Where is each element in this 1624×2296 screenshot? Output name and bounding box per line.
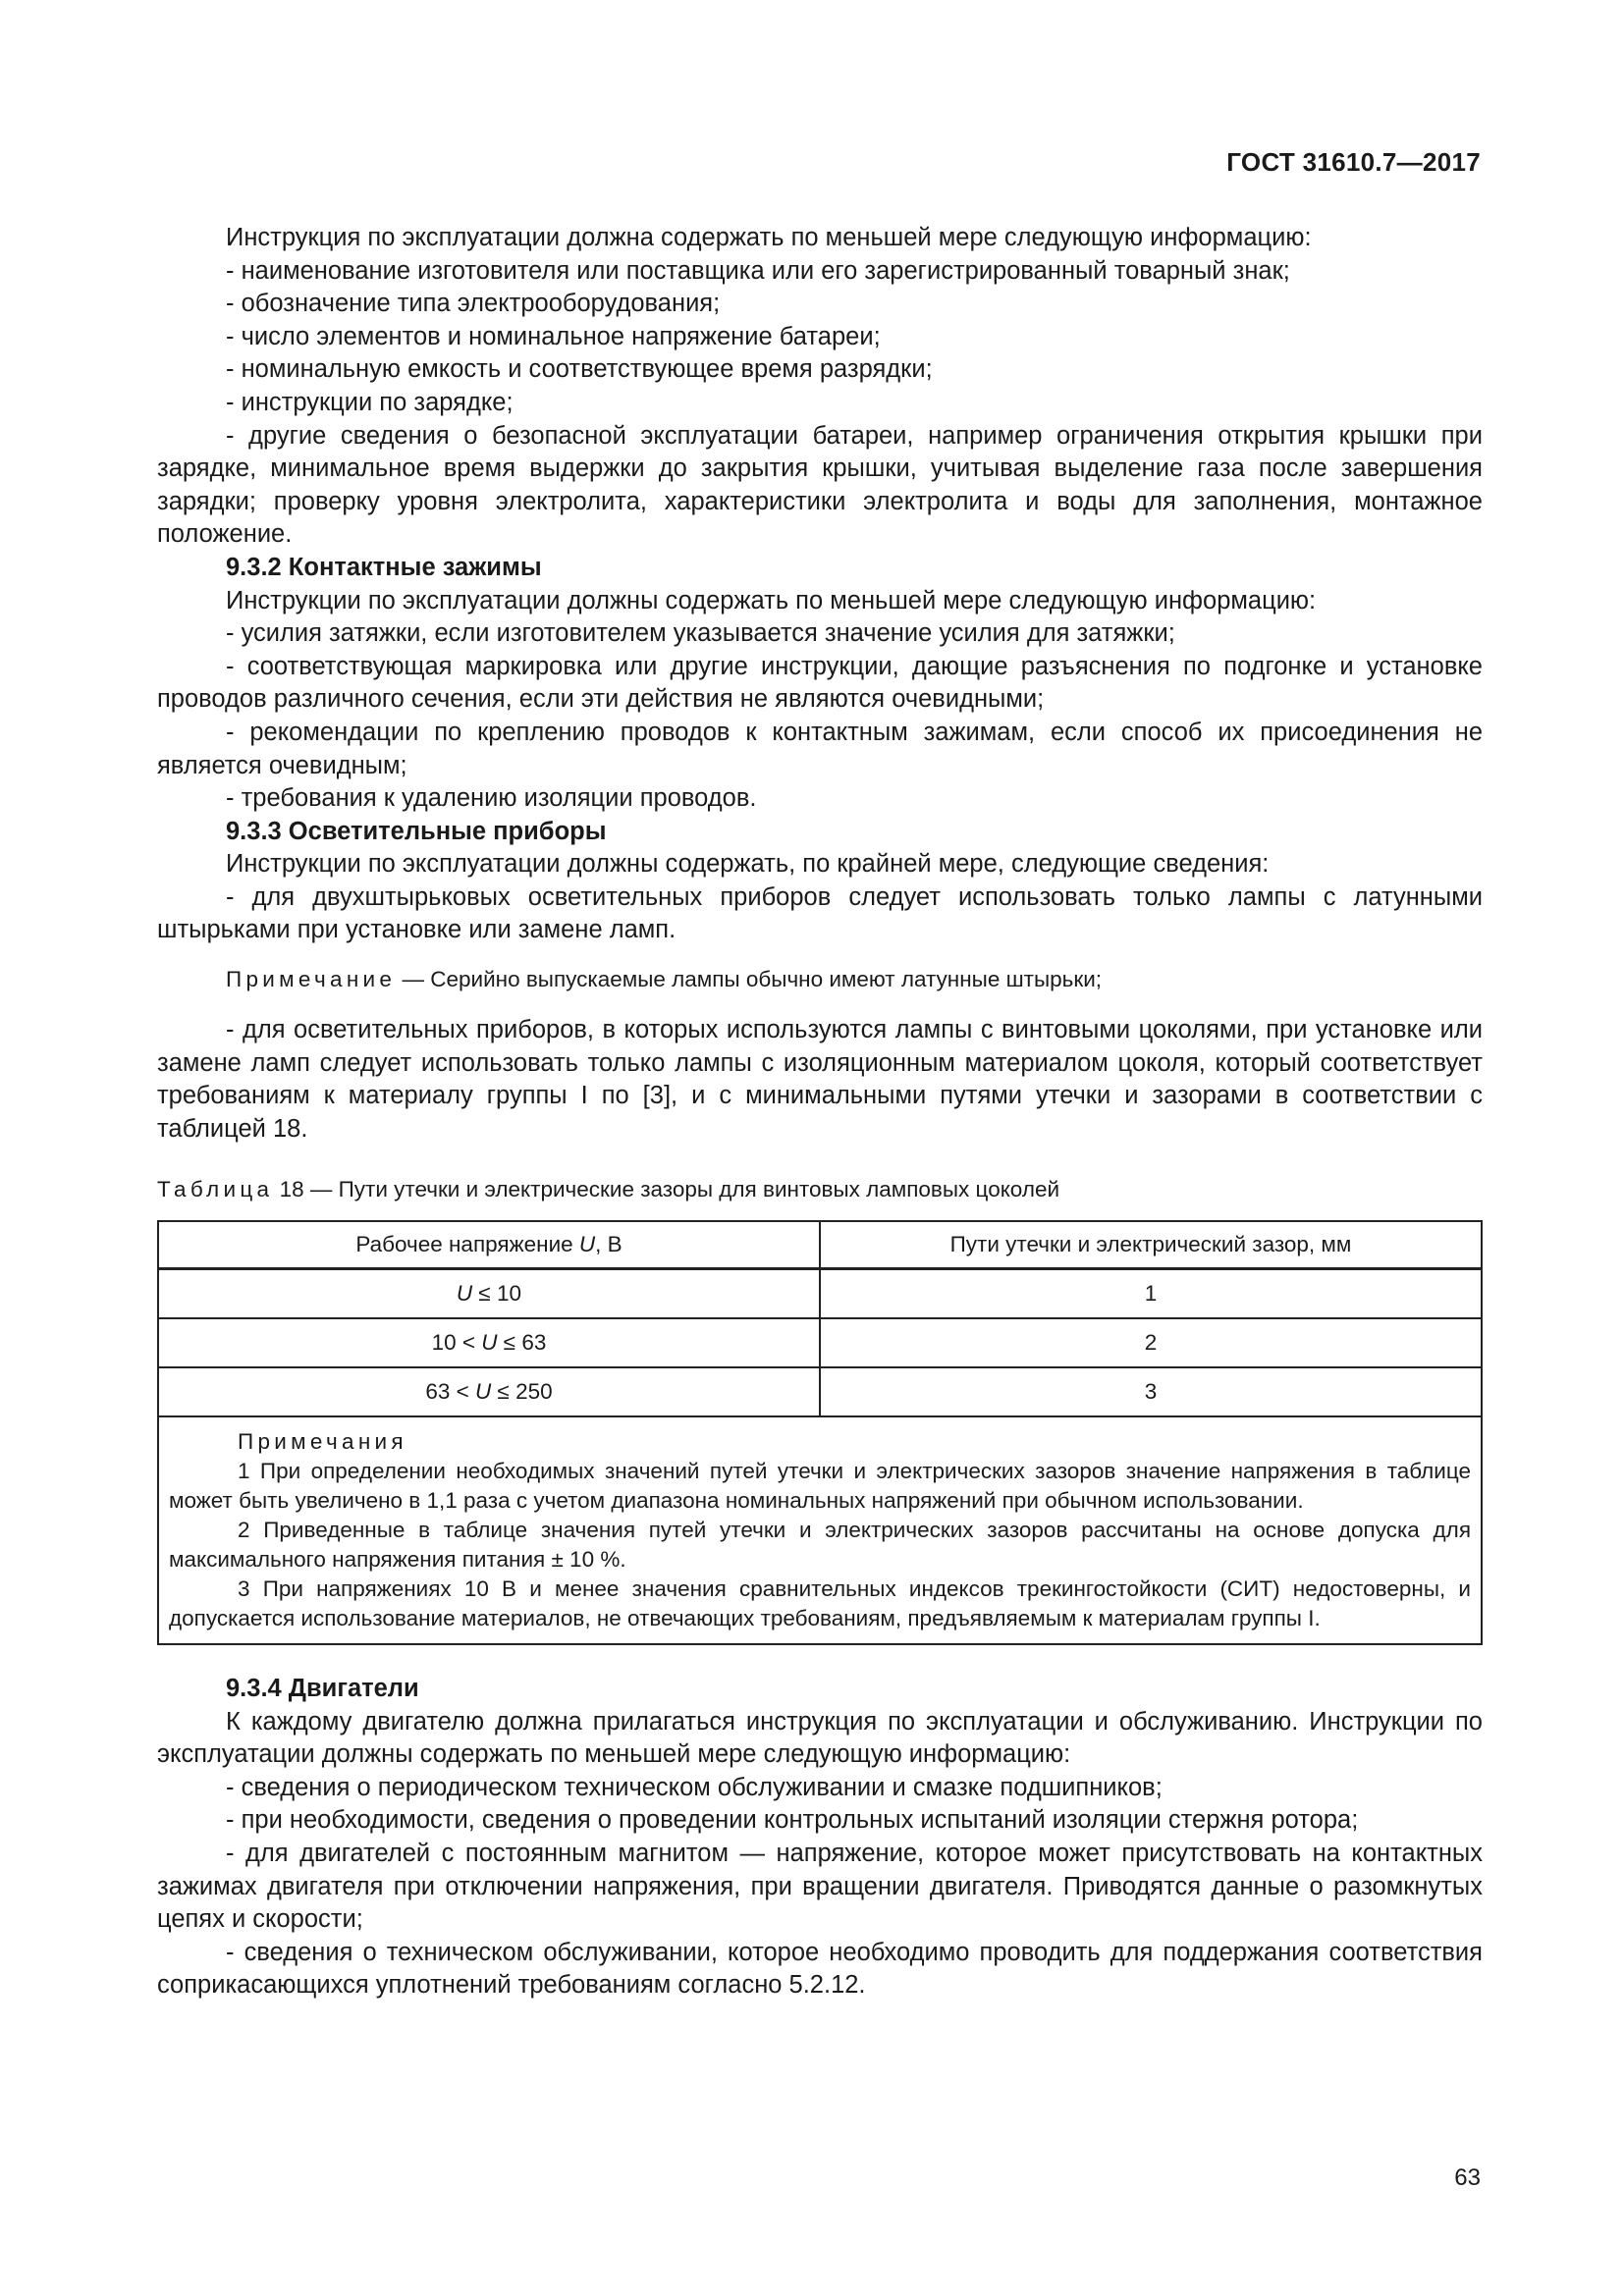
table-notes-title: Примечания [238, 1429, 407, 1455]
intro-line: - наименование изготовителя или поставщика или его зарегистрированный товарный знак; [226, 256, 1290, 285]
s932-line: - усилия затяжки, если изготовителем указывается значение усилия для затяжки; [226, 619, 1175, 648]
section-9-3-4 [157, 1673, 1483, 2002]
table-notes [157, 1417, 1483, 1645]
s933-note [157, 965, 1483, 994]
s934-line: - сведения о техническом обслуживании, которое необходимо проводить для поддержания соответствия соприкасающихся уплотнений требованиям согласно 5.2.12. [157, 1938, 1483, 2000]
s933-after-paragraph: - для осветительных приборов, в которых используются лампы с винтовыми цоколями, при установке или замене ламп следует использовать только лампы с изоляционным материалом цоколя, который соответствует требованиям к материалу группы I по [3], и с минимальными путями утечки и зазорами в соответствии с таблицей 18. [157, 1016, 1483, 1143]
table-row [158, 1269, 1482, 1319]
table-row [158, 1318, 1482, 1367]
table-caption-text: 18 — Пути утечки и электрические зазоры для винтовых ламповых цоколей [273, 1177, 1060, 1202]
table-cell-voltage: 63 < U ≤ 250 [158, 1367, 820, 1416]
table-header-clearance: Пути утечки и электрический зазор, мм [820, 1221, 1482, 1269]
s934-line: - для двигателей с постоянным магнитом — напряжение, которое может присутствовать на контактных зажимах двигателя при отключении напряжения, при вращении двигателя. Приводятся данные о разомкнутых цепях и скорости; [157, 1840, 1483, 1934]
intro-line: Инструкция по эксплуатации должна содержать по меньшей мере следующую информацию: [226, 224, 1312, 251]
table-cell-voltage: 10 < U ≤ 63 [158, 1318, 820, 1367]
s932-line: - требования к удалению изоляции проводов. [226, 784, 757, 813]
table-caption [157, 1173, 1483, 1206]
table-cell-clearance: 2 [820, 1318, 1482, 1367]
table-cell-clearance: 1 [820, 1269, 1482, 1319]
standard-header: ГОСТ 31610.7—2017 [1226, 147, 1481, 177]
table-caption-label: Таблица [157, 1177, 274, 1202]
clearance-table [157, 1220, 1483, 1417]
note-text: — Серийно выпускаемые лампы обычно имеют латунные штырьки; [396, 967, 1103, 992]
s934-line: - при необходимости, сведения о проведении контрольных испытаний изоляции стержня ротора; [226, 1806, 1359, 1835]
intro-other-paragraph: - другие сведения о безопасной эксплуатации батареи, например ограничения открытия крышки при зарядке, минимальное время выдержки до закрытия крышки, учитывая выделение газа после завершения зарядки; проверку уровня электролита, характеристики электролита и воды для заполнения, монтажное положение. [157, 421, 1483, 549]
table-note: 1 При определении необходимых значений путей утечки и электрических зазоров значение напряжения в таблице может быть увеличено в 1,1 раза с учетом диапазона номинальных напряжений при обычном использовании. [169, 1459, 1471, 1514]
s932-line: Инструкции по эксплуатации должны содержать по меньшей мере следующую информацию: [226, 586, 1317, 614]
section-9-3-2-title: 9.3.2 Контактные зажимы [226, 553, 542, 581]
intro-line: - инструкции по зарядке; [226, 388, 514, 416]
section-9-3-4-title: 9.3.4 Двигатели [226, 1675, 419, 1703]
s932-line: - рекомендации по креплению проводов к контактным зажимам, если способ их присоединения не является очевидным; [157, 718, 1483, 779]
page-number: 63 [1454, 2164, 1481, 2191]
note-label: Примечание [226, 967, 397, 992]
table-row [158, 1367, 1482, 1416]
table-cell-voltage: U ≤ 10 [158, 1269, 820, 1319]
table-header-voltage: Рабочее напряжение U, В [158, 1221, 820, 1269]
s932-line: - соответствующая маркировка или другие инструкции, дающие разъяснения по подгонке и установке проводов различного сечения, если эти действия не являются очевидными; [157, 652, 1483, 714]
s933-line: Инструкции по эксплуатации должны содержать, по крайней мере, следующие сведения: [226, 850, 1270, 879]
section-9-3-3-title: 9.3.3 Осветительные приборы [226, 817, 607, 845]
table-note: 2 Приведенные в таблице значения путей утечки и электрических зазоров рассчитаны на основе допуска для максимального напряжения питания ± 10 %. [169, 1518, 1471, 1573]
table-note: 3 При напряжениях 10 В и менее значения сравнительных индексов трекингостойкости (СИТ) недостоверны, и допускается использование материалов, не отвечающих требованиям, предъявляемым к материалам группы I. [169, 1576, 1471, 1631]
intro-line: - обозначение типа электрооборудования; [226, 290, 721, 318]
intro-line: - номинальную емкость и соответствующее время разрядки; [226, 355, 933, 384]
table-header-row [158, 1221, 1482, 1269]
intro-line: - число элементов и номинальное напряжение батареи; [226, 322, 881, 350]
page-body [157, 222, 1483, 2002]
table-cell-clearance: 3 [820, 1367, 1482, 1416]
s934-line: - сведения о периодическом техническом обслуживании и смазке подшипников; [226, 1773, 1163, 1801]
s934-line: К каждому двигателю должна прилагаться инструкция по эксплуатации и обслуживанию. Инструкции по эксплуатации должны содержать по меньшей мере следующую информацию: [157, 1707, 1483, 1769]
s933-line: - для двухштырьковых осветительных приборов следует использовать только лампы с латунными штырьками при установке или замене ламп. [157, 882, 1483, 944]
